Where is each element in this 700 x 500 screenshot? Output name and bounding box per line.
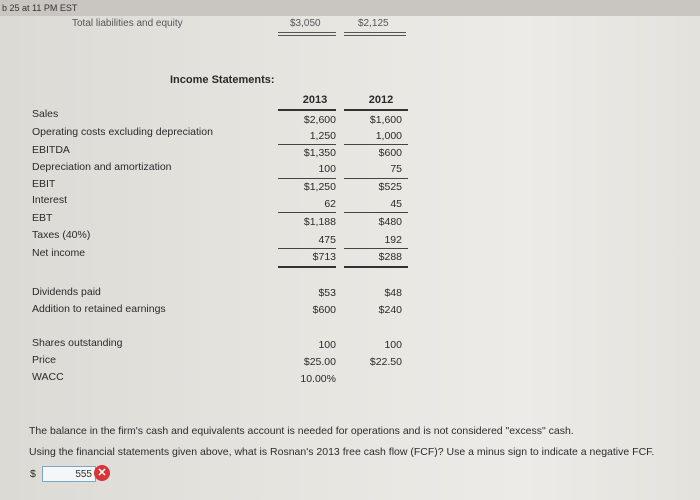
rule-after-interest-2013 [278, 212, 336, 213]
rule-after-opcost-2013 [278, 144, 336, 145]
ebitda-2013: $1,350 [303, 147, 336, 159]
row-label-depreciation: Depreciation and amortization [32, 161, 172, 173]
row-label-ebt: EBT [32, 212, 53, 224]
operating-costs-2012: 1,000 [375, 130, 402, 142]
question-line-2: Using the financial statements given above, what is Rosnan's 2013 free cash flow (FCF)? Use a minus sign to indicate a negative FCF. [29, 446, 655, 458]
shares-2012: 100 [384, 339, 402, 351]
rule-after-taxes-2012 [344, 248, 408, 249]
year-2012-header: 2012 [368, 94, 394, 106]
row-label-taxes: Taxes (40%) [32, 229, 91, 241]
row-label-interest: Interest [32, 194, 68, 206]
retained-earnings-2013: $600 [312, 304, 336, 316]
row-label-sales: Sales [32, 108, 59, 120]
price-2013: $25.00 [303, 356, 336, 368]
header-rule-2013 [278, 109, 336, 111]
dividends-2012: $48 [384, 287, 402, 299]
header-rule-2012 [344, 109, 408, 111]
rule-after-interest-2012 [344, 212, 408, 213]
status-bar [0, 0, 700, 16]
rule-after-taxes-2013 [278, 248, 336, 249]
operating-costs-2013: 1,250 [309, 130, 336, 142]
row-label-ebit: EBIT [32, 178, 56, 190]
shares-2013: 100 [318, 339, 336, 351]
net-income-2013: $713 [312, 251, 336, 263]
row-label-net-income: Net income [32, 247, 86, 259]
wacc-2013: 10.00% [300, 373, 336, 385]
rule-after-opcost-2012 [344, 144, 408, 145]
top-row-2012: $2,125 [358, 18, 389, 29]
ebitda-2012: $600 [378, 147, 402, 159]
row-label-retained-earnings: Addition to retained earnings [32, 303, 166, 315]
interest-2012: 45 [390, 198, 402, 210]
fcf-answer-input[interactable] [42, 466, 96, 482]
row-label-ebitda: EBITDA [32, 144, 70, 156]
price-2012: $22.50 [369, 356, 402, 368]
document-page [0, 16, 700, 500]
sales-2012: $1,600 [369, 114, 402, 126]
income-statement-title: Income Statements: [170, 74, 275, 86]
taxes-2013: 475 [318, 234, 336, 246]
row-label-wacc: WACC [32, 371, 64, 383]
row-label-price: Price [32, 354, 56, 366]
x-circle-icon: ✕ [94, 465, 110, 481]
depreciation-2013: 100 [318, 163, 336, 175]
top-rule-2012-double [344, 35, 406, 36]
question-line-1: The balance in the firm's cash and equivalents account is needed for operations and is not considered "excess" cash. [29, 425, 574, 437]
sales-2013: $2,600 [303, 114, 336, 126]
retained-earnings-2012: $240 [378, 304, 402, 316]
row-label-operating-costs: Operating costs excluding depreciation [32, 126, 213, 138]
top-row-label: Total liabilities and equity [72, 18, 183, 29]
taxes-2012: 192 [384, 234, 402, 246]
year-2013-header: 2013 [302, 94, 328, 106]
rule-after-dep-2012 [344, 178, 408, 179]
top-rule-2013 [278, 32, 336, 33]
rule-after-dep-2013 [278, 178, 336, 179]
currency-symbol: $ [30, 468, 36, 480]
ebit-2012: $525 [378, 181, 402, 193]
double-rule-net-income-2013 [278, 266, 336, 268]
row-label-dividends: Dividends paid [32, 286, 101, 298]
ebt-2012: $480 [378, 216, 402, 228]
ebit-2013: $1,250 [303, 181, 336, 193]
dividends-2013: $53 [318, 287, 336, 299]
net-income-2012: $288 [378, 251, 402, 263]
status-time: b 25 at 11 PM EST [2, 3, 78, 13]
row-label-shares: Shares outstanding [32, 337, 123, 349]
depreciation-2012: 75 [390, 163, 402, 175]
top-rule-2012 [344, 32, 406, 33]
interest-2013: 62 [324, 198, 336, 210]
top-row-2013: $3,050 [290, 18, 321, 29]
top-rule-2013-double [278, 35, 336, 36]
double-rule-net-income-2012 [344, 266, 408, 268]
ebt-2013: $1,188 [303, 216, 336, 228]
